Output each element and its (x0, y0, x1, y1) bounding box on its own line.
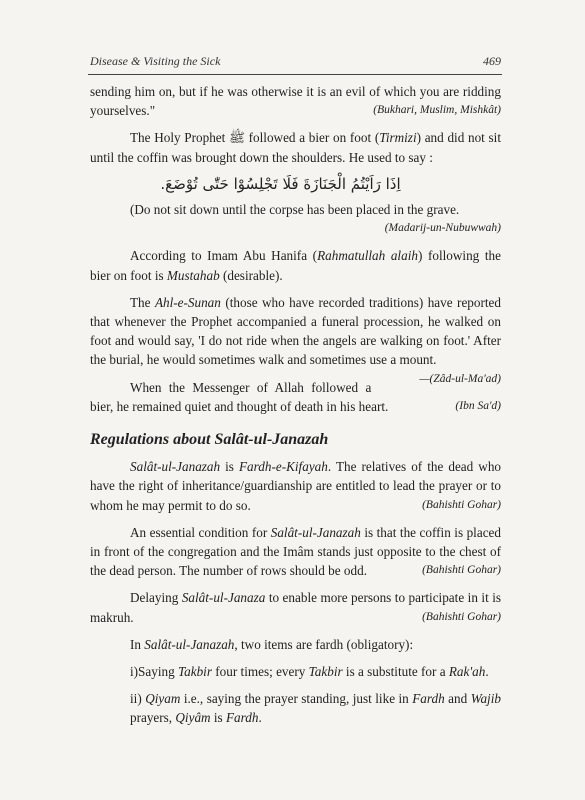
paragraph-1: sending him on, but if he was otherwise it is an evil of which you are ridding yourselves." (Bukhari, Muslim, Mishkât) (90, 82, 501, 120)
paragraph-4: According to Imam Abu Hanifa (Rahmatullah alaih) following the bier on foot is Mustahab (desirable). (90, 248, 501, 283)
paragraph-2: The Holy Prophet ﷺ followed a bier on foot (Tirmizi) and did not sit until the coffin was brought down the shoulders. He used to say : (90, 130, 502, 165)
page-body (90, 82, 501, 736)
paragraph-9: Delaying Salât-ul-Janaza to enable more persons to participate in it is makruh. (Bahishti Gohar) (90, 588, 501, 626)
running-header (90, 54, 501, 69)
section-heading: Regulations about Salât-ul-Janazah (90, 431, 329, 449)
citation: (Bahishti Gohar) (422, 564, 501, 577)
header-rule (88, 74, 502, 75)
page-number: 469 (483, 54, 501, 68)
paragraph-10: In Salât-ul-Janazah, two items are fardh (obligatory): (130, 636, 414, 652)
arabic-quote: اِذَا رَاَيْتُمُ الْجَنَازَةَ فَلَا تَجْلِسُوْا حَتّٰى تُوْضَعَ. (160, 174, 401, 193)
citation: —(Zâd-ul-Ma'ad) (419, 372, 501, 385)
chapter-title: Disease & Visiting the Sick (90, 54, 221, 68)
list-item-2: ii) Qiyam i.e., saying the prayer standing, just like in Fardh and Wajib prayers, Qiyâm is Fardh. (130, 691, 501, 726)
paragraph-8: An essential condition for Salât-ul-Janazah is that the coffin is placed in front of the congregation and the Imâm stands just opposite to the chest of the dead person. The number of rows should be odd. (Bahishti Gohar) (90, 523, 501, 581)
paragraph-7: Salât-ul-Janazah is Fardh-e-Kifayah. The relatives of the dead who have the right of inheritance/guardianship are entitled to lead the prayer or to whom he may permit to do so. (Bahishti Gohar) (90, 457, 501, 515)
citation: (Madarij-un-Nubuwwah) (384, 222, 501, 235)
list-item-1: i)Saying Takbir four times; every Takbir is a substitute for a Rak'ah. (130, 664, 489, 680)
citation: (Bahishti Gohar) (422, 610, 501, 623)
citation: (Bahishti Gohar) (422, 498, 501, 511)
paragraph-5: The Ahl-e-Sunan (those who have recorded traditions) have reported that whenever the Prophet accompanied a funeral procession, he walked on foot and would say, 'I do not ride when the angels are walking on foot.' After the burial, he would sometimes walk and sometimes use a mount. —(Zâd-ul-Ma'ad) (90, 293, 501, 370)
paragraph-6: When the Messenger of Allah followed a bier, he remained quiet and thought of death in his heart. (Ibn Sa'd) (90, 378, 501, 416)
citation: (Ibn Sa'd) (455, 399, 501, 412)
citation: (Bukhari, Muslim, Mishkât) (373, 104, 501, 117)
paragraph-3: (Do not sit down until the corpse has been placed in the grave. (130, 202, 460, 218)
